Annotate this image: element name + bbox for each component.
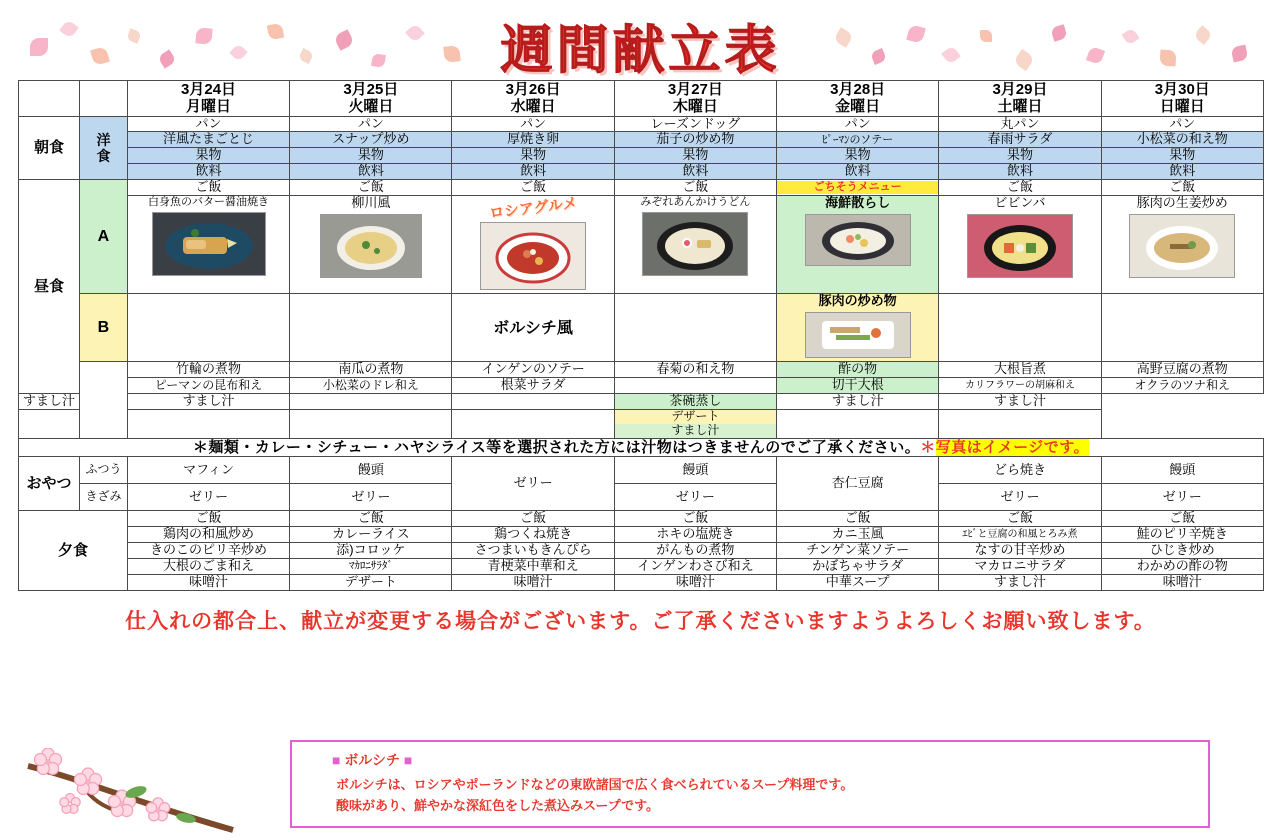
sakura-petal [59, 19, 79, 39]
dinner-cell: ご飯 [290, 511, 452, 527]
lunch-side-cell: 大根旨煮 [939, 362, 1101, 378]
snack-cell: ゼリー [1101, 484, 1263, 511]
breakfast-cell: 洋風たまごとじ [127, 132, 289, 148]
row-label-a: A [79, 180, 127, 294]
lunch-main-cell-friday-a [777, 196, 939, 294]
breakfast-cell: 飲料 [939, 164, 1101, 180]
lunch-soup-cell [290, 394, 452, 410]
breakfast-row-2 [19, 132, 1264, 148]
change-notice: 仕入れの都合上、献立が変更する場合がございます。ご了承くださいますようよろしくお願い致します。 [125, 607, 1156, 633]
dinner-cell: チンゲン菜ソテー [777, 542, 939, 558]
table-header-row [19, 81, 1264, 117]
lunch-rice-cell: ご飯 [614, 180, 776, 196]
lunch-side-cell: カリフラワーの胡麻和え [939, 378, 1101, 394]
sakura-petal [1013, 49, 1035, 71]
disclaimer-text: ＊麺類・カレー・シチュー・ハヤシライス等を選択された方には汁物はつきませんのでご了承ください。 [192, 438, 921, 456]
lunch-rice-row [19, 180, 1264, 196]
column-header-0 [127, 81, 289, 117]
square-bullet-icon-2: ■ [403, 752, 413, 768]
weekday-5: 土曜日 [997, 98, 1043, 116]
snack-cell: ゼリー [290, 484, 452, 511]
dish-photo-tuesday [320, 214, 422, 278]
dinner-cell: 添)コロッケ [290, 542, 452, 558]
lunch-main-label: ビビンバ [994, 195, 1046, 211]
breakfast-cell: 果物 [939, 148, 1101, 164]
lunch-side-cell: オクラのツナ和え [1101, 378, 1263, 394]
lunch-side-cell: インゲンのソテー [452, 362, 614, 378]
lunch-side-cell: 南瓜の煮物 [290, 362, 452, 378]
breakfast-cell: 果物 [777, 148, 939, 164]
breakfast-cell: 果物 [1101, 148, 1263, 164]
breakfast-cell: パン [452, 116, 614, 132]
dinner-row-1 [19, 511, 1264, 527]
breakfast-cell: 飲料 [614, 164, 776, 180]
date-2: 3月26日 [505, 81, 561, 98]
lunch-main-cell [614, 196, 776, 294]
sakura-petal [1086, 46, 1105, 65]
dinner-cell: さつまいもきんぴら [452, 542, 614, 558]
sakura-petal [1159, 49, 1176, 66]
square-bullet-icon: ■ [332, 752, 341, 768]
sakura-petal [906, 24, 926, 44]
dish-photo-friday-a [805, 214, 911, 266]
lunch-side-cell: 高野豆腐の煮物 [1101, 362, 1263, 378]
lunch-soup-row [19, 394, 1264, 410]
breakfast-cell: 春雨サラダ [939, 132, 1101, 148]
lunch-b-cell [1101, 294, 1263, 362]
breakfast-cell: 飲料 [1101, 164, 1263, 180]
lunch-side-cell [614, 378, 776, 394]
dinner-row-5 [19, 574, 1264, 590]
lunch-b-cell [290, 294, 452, 362]
borscht-info-line-1: ボルシチは、ロシアやポーランドなどの東欧諸国で広く食べられているスープ料理です。 [336, 777, 854, 792]
gochiso-badge-cell [777, 180, 939, 196]
lunch-main-cell [127, 196, 289, 294]
dinner-cell: 味噌汁 [452, 574, 614, 590]
dinner-cell: 鮭のピリ辛焼き [1101, 526, 1263, 542]
snack-cell-merged: ゼリー [452, 457, 614, 511]
sakura-petal [443, 45, 461, 63]
lunch-side2-row [19, 378, 1264, 394]
column-header-5 [939, 81, 1101, 117]
dish-photo-thursday [642, 212, 748, 276]
dinner-cell: ひじき炒め [1101, 542, 1263, 558]
sakura-petal [870, 48, 887, 65]
dinner-cell: 味噌汁 [614, 574, 776, 590]
sakura-petal [298, 48, 314, 64]
sakura-petal [157, 49, 176, 68]
date-4: 3月28日 [830, 81, 886, 98]
dinner-cell: ホキの塩焼き [614, 526, 776, 542]
disclaimer-row [19, 438, 1264, 456]
dinner-cell: 鶏つくね焼き [452, 526, 614, 542]
sakura-petal [126, 28, 142, 44]
dinner-cell: ﾏｶﾛﾆｻﾗﾀﾞ [290, 558, 452, 574]
snack-minced-row [19, 484, 1264, 511]
weekday-6: 日曜日 [1159, 98, 1205, 116]
lunch-side-cell: 小松菜のドレ和え [290, 378, 452, 394]
lunch-side-cell: 春菊の和え物 [614, 362, 776, 378]
dinner-cell: ｴﾋﾞと豆腐の和風とろみ煮 [939, 526, 1101, 542]
lunch-b-cell-borscht [452, 294, 614, 362]
lunch-side-cell: 酢の物 [777, 362, 939, 378]
column-header-2 [452, 81, 614, 117]
lunch-main-cell [290, 196, 452, 294]
dinner-cell: ご飯 [777, 511, 939, 527]
lunch-main-b-row [19, 294, 1264, 362]
dinner-cell: ご飯 [939, 511, 1101, 527]
row-label-dinner: 夕食 [19, 511, 128, 591]
dinner-cell: なすの甘辛炒め [939, 542, 1101, 558]
weekday-4: 金曜日 [835, 98, 881, 116]
lunch-extra-cell [290, 410, 452, 439]
lunch-extra-cell [939, 410, 1101, 439]
breakfast-cell: 飲料 [452, 164, 614, 180]
lunch-rice-cell: ご飯 [290, 180, 452, 196]
breakfast-cell: 厚焼き卵 [452, 132, 614, 148]
lunch-b-cell [939, 294, 1101, 362]
lunch-rice-cell: ご飯 [127, 180, 289, 196]
snack-cell-merged: 杏仁豆腐 [777, 457, 939, 511]
sakura-petal [371, 53, 386, 68]
dinner-cell: ご飯 [614, 511, 776, 527]
column-header-1 [290, 81, 452, 117]
row-label-snack: おやつ [19, 457, 80, 511]
lunch-extra-row [19, 410, 1264, 439]
page-header [0, 0, 1281, 80]
breakfast-cell: パン [127, 116, 289, 132]
lunch-main-a-row [19, 196, 1264, 294]
sakura-petal [405, 23, 425, 43]
dish-photo-monday [152, 212, 266, 276]
dinner-cell: きのこのピリ辛炒め [127, 542, 289, 558]
lunch-side-cell: 竹輪の煮物 [127, 362, 289, 378]
sakura-petal [229, 43, 247, 61]
borscht-info-line-2: 酸味があり、鮮やかな深紅色をした煮込みスープです。 [336, 798, 660, 813]
breakfast-cell: パン [777, 116, 939, 132]
dinner-cell: 味噌汁 [1101, 574, 1263, 590]
snack-cell: 饅頭 [290, 457, 452, 484]
lunch-extra-friday [614, 410, 776, 439]
dinner-row-3 [19, 542, 1264, 558]
breakfast-row-3 [19, 148, 1264, 164]
date-6: 3月30日 [1154, 81, 1210, 98]
sakura-petal [980, 30, 992, 42]
column-header-6 [1101, 81, 1263, 117]
sakura-branch-decoration [18, 748, 268, 836]
lunch-main-label: 柳川風 [351, 195, 391, 211]
dinner-cell: 大根のごま和え [127, 558, 289, 574]
row-label-lunch: 昼食 [19, 180, 80, 394]
breakfast-cell: 果物 [452, 148, 614, 164]
lunch-main-cell [939, 196, 1101, 294]
sakura-petal [30, 38, 48, 56]
breakfast-cell: パン [290, 116, 452, 132]
corner-cell [19, 81, 80, 117]
sakura-petal [941, 45, 961, 65]
lunch-extra-cell [127, 410, 289, 439]
breakfast-cell: 飲料 [290, 164, 452, 180]
lunch-soup-cell [452, 394, 614, 410]
row-label-minced: きざみ [79, 484, 127, 511]
snack-cell: ゼリー [939, 484, 1101, 511]
breakfast-cell: 飲料 [777, 164, 939, 180]
disclaimer-highlight: 写真はイメージです。 [935, 438, 1090, 456]
lunch-main-label: 豚肉の生姜炒め [1136, 195, 1228, 211]
dinner-cell: かぼちゃサラダ [777, 558, 939, 574]
dinner-cell: 味噌汁 [127, 574, 289, 590]
breakfast-cell: スナップ炒め [290, 132, 452, 148]
breakfast-row-4 [19, 164, 1264, 180]
sakura-petal [195, 27, 212, 44]
disclaimer-cell [19, 438, 1264, 456]
snack-cell: マフィン [127, 457, 289, 484]
dish-photo-sunday [1129, 214, 1235, 278]
breakfast-row-1 [19, 116, 1264, 132]
dinner-cell: すまし汁 [939, 574, 1101, 590]
borscht-info-title [332, 750, 1198, 770]
date-0: 3月24日 [181, 81, 237, 98]
lunch-b-cell [127, 294, 289, 362]
dinner-cell: わかめの酢の物 [1101, 558, 1263, 574]
lunch-side-cell: 根菜サラダ [452, 378, 614, 394]
column-header-4 [777, 81, 939, 117]
disclaimer-star: ＊ [920, 438, 936, 456]
borscht-title-text: ボルシチ [344, 752, 401, 768]
lunch-b-cell-friday [777, 294, 939, 362]
russia-gourmet-label: ロシアグルメ [487, 193, 579, 223]
lunch-soup-label: すまし汁 [615, 424, 776, 438]
lunch-soup-cell: 茶碗蒸し [614, 394, 776, 410]
sakura-petal [1050, 24, 1067, 41]
row-label-western: 洋 食 [79, 116, 127, 180]
lunch-soup-cell: すまし汁 [939, 394, 1101, 410]
row-label-normal: ふつう [79, 457, 127, 484]
dinner-cell: ご飯 [127, 511, 289, 527]
page-title: 週間献立表 [500, 20, 781, 81]
dinner-cell: インゲンわさび和え [614, 558, 776, 574]
lunch-side-cell: 切干大根 [777, 378, 939, 394]
row-label-breakfast: 朝食 [19, 116, 80, 180]
lunch-rice-cell: ご飯 [939, 180, 1101, 196]
dinner-cell: マカロニサラダ [939, 558, 1101, 574]
lunch-soup-cell: すまし汁 [19, 394, 80, 410]
dinner-cell: カレーライス [290, 526, 452, 542]
lunch-rice-cell: ご飯 [1101, 180, 1263, 196]
snack-cell: ゼリー [614, 484, 776, 511]
dinner-cell: ご飯 [452, 511, 614, 527]
lunch-main-label: 白身魚のバター醤油焼き [148, 196, 270, 209]
weekly-menu-table [18, 80, 1264, 591]
lunch-extra-cell [19, 410, 80, 439]
date-1: 3月25日 [343, 81, 399, 98]
dinner-cell: カニ玉風 [777, 526, 939, 542]
snack-cell: 饅頭 [1101, 457, 1263, 484]
breakfast-cell: 果物 [614, 148, 776, 164]
lunch-extra-cell [452, 410, 614, 439]
breakfast-cell: 果物 [290, 148, 452, 164]
lunch-main-cell-russia [452, 193, 614, 294]
weekday-0: 月曜日 [186, 98, 232, 116]
sakura-petal [1193, 25, 1213, 45]
lunch-extra-cell [777, 410, 939, 439]
sakura-petal [1231, 45, 1249, 63]
column-header-3 [614, 81, 776, 117]
sakura-petal [833, 27, 854, 48]
snack-cell: ゼリー [127, 484, 289, 511]
gochiso-badge: ごちそうメニュー [777, 181, 938, 194]
lunch-side-cell: ピーマンの昆布和え [127, 378, 289, 394]
sakura-petal [333, 29, 355, 51]
dish-photo-saturday [967, 214, 1073, 278]
date-3: 3月27日 [667, 81, 723, 98]
weekday-3: 木曜日 [672, 98, 718, 116]
lunch-b-cell [614, 294, 776, 362]
weekday-1: 火曜日 [348, 98, 394, 116]
lunch-side1-row [19, 362, 1264, 378]
snack-normal-row [19, 457, 1264, 484]
snack-cell: どら焼き [939, 457, 1101, 484]
ab-spacer [79, 362, 127, 438]
breakfast-cell: 丸パン [939, 116, 1101, 132]
dish-photo-borscht [480, 222, 586, 290]
breakfast-cell: ﾋﾟｰﾏﾝのソテー [777, 132, 939, 148]
dinner-cell: 中華スープ [777, 574, 939, 590]
dish-photo-friday-b [805, 312, 911, 358]
borscht-info-box [290, 740, 1210, 828]
sakura-petal [267, 23, 285, 41]
dinner-cell: 鶏肉の和風炒め [127, 526, 289, 542]
dinner-cell: デザート [290, 574, 452, 590]
breakfast-cell: 果物 [127, 148, 289, 164]
row-label-b: B [79, 294, 127, 362]
sakura-petal [90, 46, 110, 66]
lunch-rice-cell: ご飯 [452, 180, 614, 196]
date-5: 3月29日 [992, 81, 1048, 98]
dinner-row-2 [19, 526, 1264, 542]
weekday-2: 水曜日 [510, 98, 556, 116]
lunch-dessert-label: デザート [671, 409, 720, 424]
borscht-label: ボルシチ風 [493, 319, 573, 337]
lunch-soup-cell: すまし汁 [127, 394, 289, 410]
dinner-cell: 青梗菜中華和え [452, 558, 614, 574]
sakura-petal [1122, 28, 1140, 46]
breakfast-cell: 小松菜の和え物 [1101, 132, 1263, 148]
breakfast-cell: パン [1101, 116, 1263, 132]
dinner-row-4 [19, 558, 1264, 574]
dinner-cell: ご飯 [1101, 511, 1263, 527]
lunch-main-cell [1101, 196, 1263, 294]
lunch-soup-cell: すまし汁 [777, 394, 939, 410]
dinner-cell: がんもの煮物 [614, 542, 776, 558]
breakfast-cell: 茄子の炒め物 [614, 132, 776, 148]
breakfast-cell: レーズンドッグ [614, 116, 776, 132]
lunch-main-label: みぞれあんかけうどん [640, 196, 751, 209]
corner-cell-2 [79, 81, 127, 117]
breakfast-cell: 飲料 [127, 164, 289, 180]
snack-cell: 饅頭 [614, 457, 776, 484]
lunch-main-label: 海鮮散らし [825, 195, 891, 211]
lunch-b-label: 豚肉の炒め物 [818, 293, 897, 309]
